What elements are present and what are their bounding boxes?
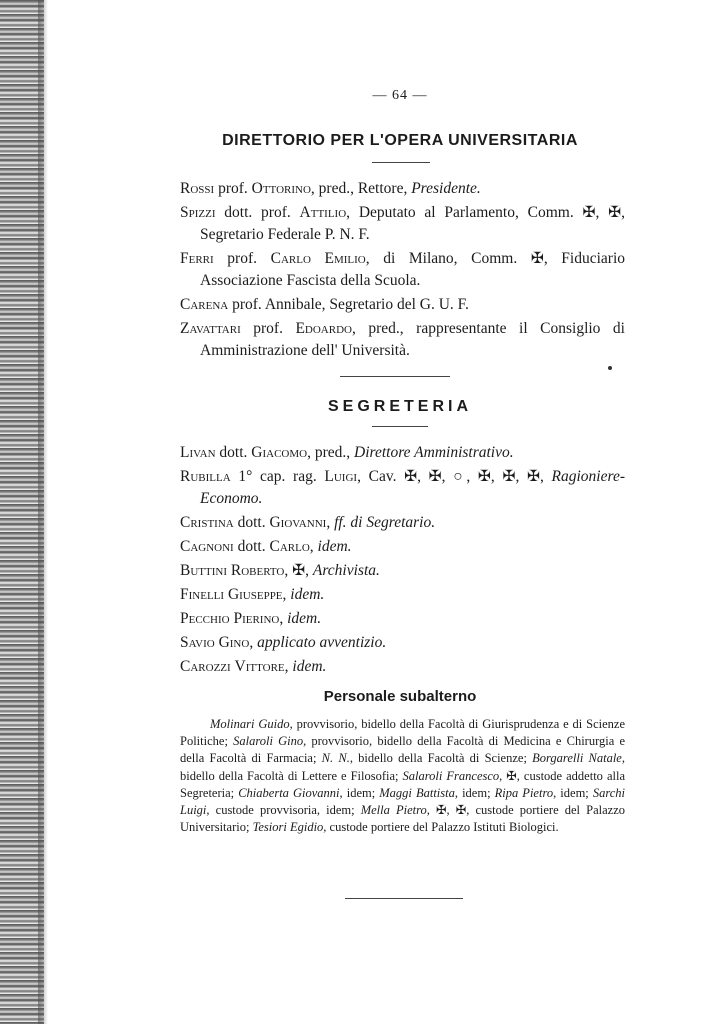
text: , custode portiere del Palazzo Istituti Biologici. xyxy=(323,820,559,835)
text: , xyxy=(279,610,288,627)
role: idem. xyxy=(292,658,327,675)
text: , ✠, ✠, custode portiere del Palazzo Universitario; xyxy=(180,803,625,835)
person-name: Borgarelli Natale xyxy=(532,751,622,766)
title-underline xyxy=(372,426,428,427)
text: prof. xyxy=(240,320,296,337)
given-name: Giacomo xyxy=(251,444,308,461)
text: , ✠, xyxy=(284,562,313,579)
text: , di Milano, Comm. ✠, Fiduciario Associazione Fascista della Scuola. xyxy=(200,250,626,289)
entry-line xyxy=(180,466,625,510)
text: prof. xyxy=(214,180,252,197)
text: , pred., rappresentante il Consiglio di Amministrazione dell' Università. xyxy=(200,320,625,359)
given-name: Gino xyxy=(218,634,250,651)
text: , xyxy=(284,658,293,675)
person-name: Chiaberta Giovanni xyxy=(238,785,340,800)
given-name: Carlo Emilio xyxy=(270,250,366,267)
text: , xyxy=(326,514,335,531)
person-name: Tesiori Egidio xyxy=(252,820,324,835)
section-title-personale: Personale subalterno xyxy=(323,688,477,705)
title-underline xyxy=(372,162,430,163)
text: dott. prof. xyxy=(215,204,300,221)
given-name: Edoardo xyxy=(295,320,352,337)
role: ff. di Segretario. xyxy=(334,514,436,531)
role: idem. xyxy=(317,538,352,555)
text: , provvisorio, bidello della Facoltà di Giurisprudenza e di Scienze Politiche; xyxy=(180,717,626,749)
entry-line xyxy=(180,178,625,200)
text: prof. Annibale, Segretario del G. U. F. xyxy=(228,296,469,313)
text: , Deputato al Parlamento, Comm. ✠, ✠, Segretario Federale P. N. F. xyxy=(200,204,625,243)
text: 1° cap. rag. xyxy=(230,468,325,485)
person-name: Salaroli Francesco xyxy=(402,768,500,783)
text: , provvisorio, bidello della Facoltà di Medicina e Chirurgia e della Facoltà di Farmacia; xyxy=(180,734,626,766)
surname: Spizzi xyxy=(180,204,216,221)
surname: Carozzi xyxy=(180,658,231,675)
person-name: Sarchi Luigi xyxy=(180,785,626,818)
surname: Zavattari xyxy=(180,320,241,337)
text: dott. xyxy=(233,514,270,531)
person-name: N. N. xyxy=(321,751,350,766)
entry-line xyxy=(180,536,625,558)
page-number: — 64 — xyxy=(372,88,428,103)
text: , bidello della Facoltà di Lettere e Filosofia; xyxy=(180,751,625,783)
surname: Finelli xyxy=(180,586,225,603)
text: , Cav. ✠, ✠, ○, ✠, ✠, ✠, xyxy=(357,468,552,485)
given-name: Ottorino xyxy=(251,180,311,197)
given-name: Roberto xyxy=(230,562,285,579)
role: Direttore Amministrativo. xyxy=(354,444,514,461)
text: , ✠, custode addetto alla Segreteria; xyxy=(180,768,625,800)
text: , xyxy=(282,586,291,603)
surname: Cagnoni xyxy=(180,538,234,555)
section-title-direttorio: DIRETTORIO PER L'OPERA UNIVERSITARIA xyxy=(222,132,578,149)
entry-line xyxy=(180,202,625,246)
role: Presidente. xyxy=(411,180,481,197)
entry-line xyxy=(180,656,625,678)
text: dott. xyxy=(233,538,270,555)
section-divider xyxy=(340,376,450,377)
personale-paragraph xyxy=(180,716,625,836)
direttorio-entries xyxy=(180,178,625,364)
surname: Savio xyxy=(180,634,215,651)
entry-line xyxy=(180,294,625,316)
text: , idem; xyxy=(454,785,495,800)
text: , custode provvisoria, idem; xyxy=(206,803,361,818)
person-name: Molinari Guido xyxy=(210,717,290,731)
person-name: Mella Pietro xyxy=(360,803,427,818)
entry-line xyxy=(180,584,625,606)
given-name: Giuseppe xyxy=(227,586,283,603)
role: Ragioniere-Economo. xyxy=(200,468,625,507)
given-name: Luigi xyxy=(324,468,358,485)
text: , bidello della Facoltà di Scienze; xyxy=(349,751,533,766)
spine-shadow xyxy=(38,0,48,1024)
surname: Buttini xyxy=(180,562,227,579)
entry-line xyxy=(180,248,625,292)
person-name: Ripa Pietro xyxy=(494,785,554,800)
given-name: Carlo xyxy=(269,538,310,555)
segreteria-entries xyxy=(180,442,625,680)
entry-line xyxy=(180,318,625,362)
text: prof. xyxy=(213,250,271,267)
end-divider xyxy=(345,898,463,899)
text: , pred., Rettore, xyxy=(310,180,412,197)
person-name: Maggi Battista xyxy=(379,785,455,800)
surname: Ferri xyxy=(180,250,214,267)
text: , idem; xyxy=(339,785,380,800)
person-name: Salaroli Gino xyxy=(233,734,304,749)
section-title-segreteria: SEGRETERIA xyxy=(327,398,472,415)
surname: Carena xyxy=(180,296,229,313)
text: , xyxy=(249,634,258,651)
role: idem. xyxy=(287,610,322,627)
text: dott. xyxy=(215,444,252,461)
surname: Cristina xyxy=(180,514,234,531)
role: Archivista. xyxy=(312,562,380,579)
text: , xyxy=(309,538,318,555)
surname: Pecchio xyxy=(180,610,230,627)
given-name: Vittore xyxy=(234,658,285,675)
given-name: Pierino xyxy=(233,610,280,627)
print-speck xyxy=(608,366,612,370)
surname: Rossi xyxy=(180,180,215,197)
entry-line xyxy=(180,608,625,630)
text: , idem; xyxy=(553,785,593,800)
role: applicato avventizio. xyxy=(257,634,387,651)
entry-line xyxy=(180,442,625,464)
given-name: Attilio xyxy=(299,204,347,221)
role: idem. xyxy=(290,586,325,603)
given-name: Giovanni xyxy=(269,514,327,531)
entry-line xyxy=(180,632,625,654)
surname: Rubilla xyxy=(180,468,231,485)
surname: Livan xyxy=(180,444,216,461)
entry-line xyxy=(180,560,625,582)
text: , pred., xyxy=(307,444,355,461)
entry-line xyxy=(180,512,625,534)
